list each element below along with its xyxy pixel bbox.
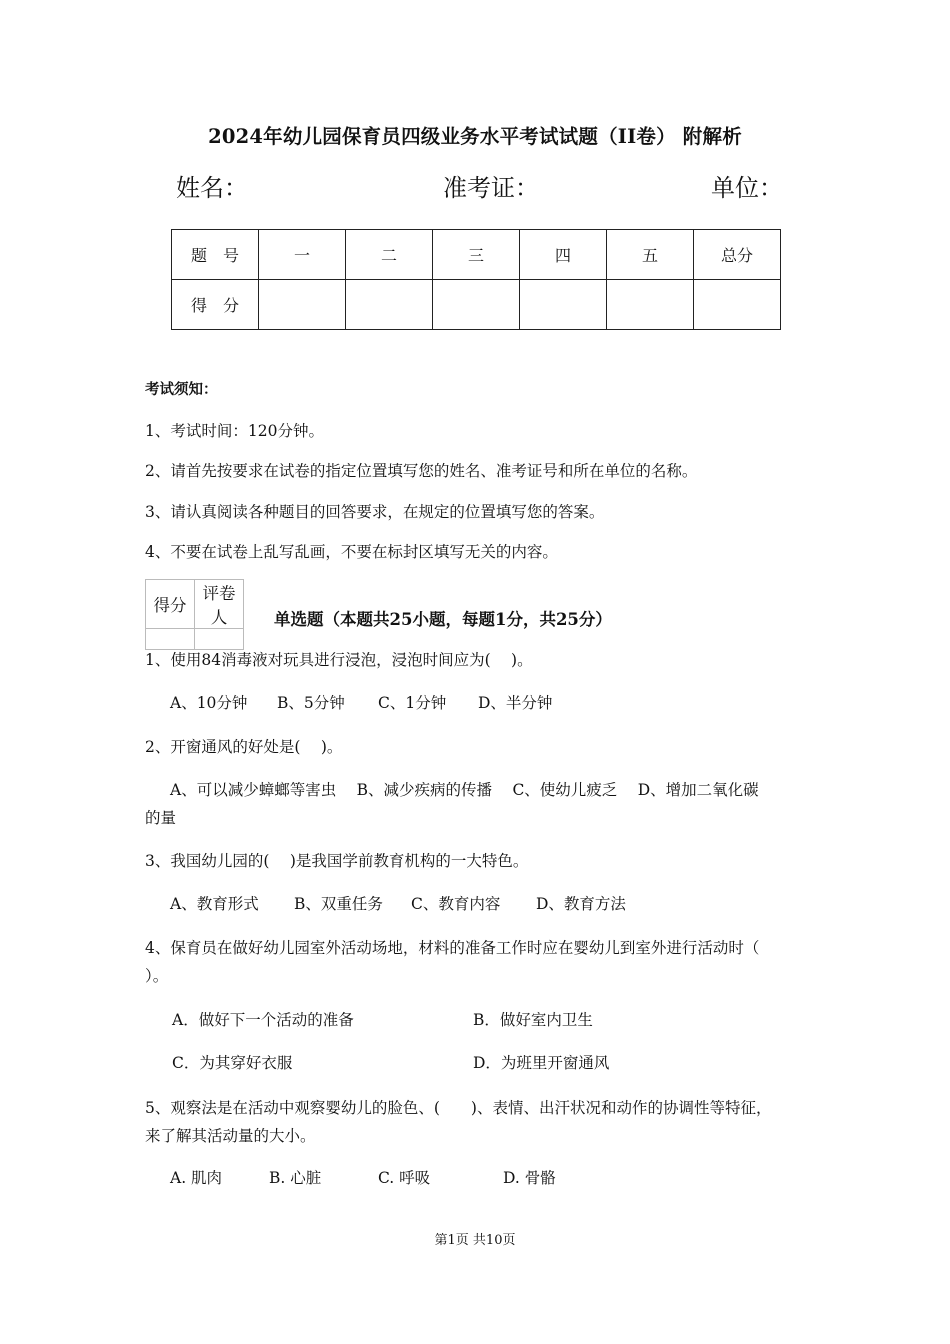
option-d: D、半分钟: [478, 694, 553, 712]
option-d: D. 骨骼: [503, 1169, 556, 1187]
option-a: A、10分钟: [170, 694, 248, 712]
unit-field-label: 单位：: [711, 174, 783, 202]
notice-item: 4、不要在试卷上乱写乱画，不要在标封区填写无关的内容。: [145, 543, 558, 561]
question-stem-continuation: ）。: [145, 967, 169, 985]
option-b: B、双重任务: [294, 895, 383, 913]
score-header-cell: 四: [520, 230, 607, 280]
score-table: [171, 229, 781, 330]
option-b: B．做好室内卫生: [473, 1011, 593, 1029]
option-b: B、5分钟: [277, 694, 345, 712]
option-d: D．为班里开窗通风: [473, 1054, 610, 1072]
option-a: A、教育形式: [170, 895, 259, 913]
question-stem-continuation: 来了解其活动量的大小。: [145, 1127, 316, 1145]
score-header-cell: 一: [259, 230, 346, 280]
option-a: A．做好下一个活动的准备: [172, 1011, 354, 1029]
question-stem: 2、开窗通风的好处是( )。: [145, 738, 343, 756]
question-options-line: A、可以减少蟑螂等害虫 B、减少疾病的传播 C、使幼儿疲乏 D、增加二氧化碳: [170, 781, 759, 799]
grader-score-label: 得分: [146, 580, 195, 629]
question-options-continuation: 的量: [145, 809, 177, 827]
notice-item: 3、请认真阅读各种题目的回答要求，在规定的位置填写您的答案。: [145, 503, 605, 521]
grader-table: [145, 579, 244, 650]
score-header-cell: 题 号: [172, 230, 259, 280]
score-cell[interactable]: [433, 280, 520, 330]
exam-id-field-label: 准考证：: [443, 174, 539, 202]
notice-item: 2、请首先按要求在试卷的指定位置填写您的姓名、准考证号和所在单位的名称。: [145, 462, 698, 480]
question-stem: 4、保育员在做好幼儿园室外活动场地，材料的准备工作时应在婴幼儿到室外进行活动时（: [145, 939, 760, 957]
score-header-cell: 总分: [694, 230, 781, 280]
score-header-cell: 五: [607, 230, 694, 280]
option-d: D、教育方法: [536, 895, 626, 913]
question-stem: 3、我国幼儿园的( )是我国学前教育机构的一大特色。: [145, 852, 529, 870]
question-stem: 1、使用84消毒液对玩具进行浸泡，浸泡时间应为( )。: [145, 651, 533, 669]
notice-item: 1、考试时间：120分钟。: [145, 422, 324, 440]
option-c: C、1分钟: [378, 694, 447, 712]
page-footer: 第1页 共10页: [434, 1233, 516, 1248]
option-b: B. 心脏: [269, 1169, 322, 1187]
score-header-cell: 二: [346, 230, 433, 280]
score-header-cell: 三: [433, 230, 520, 280]
option-a: A. 肌肉: [170, 1169, 223, 1187]
section-title: 单选题（本题共25小题，每题1分，共25分）: [274, 610, 612, 629]
score-table-score-row: [172, 280, 781, 330]
option-c: C．为其穿好衣服: [172, 1054, 293, 1072]
option-c: C. 呼吸: [378, 1169, 431, 1187]
score-table-header-row: [172, 230, 781, 280]
score-cell[interactable]: [694, 280, 781, 330]
grader-name-cell[interactable]: [195, 629, 244, 650]
grader-name-label: 评卷人: [195, 580, 244, 629]
option-c: C、教育内容: [411, 895, 501, 913]
question-stem: 5、观察法是在活动中观察婴幼儿的脸色、( )、表情、出汗状况和动作的协调性等特征，: [145, 1099, 772, 1117]
score-cell[interactable]: [607, 280, 694, 330]
score-cell[interactable]: [259, 280, 346, 330]
name-field-label: 姓名：: [176, 174, 248, 202]
grader-score-cell[interactable]: [146, 629, 195, 650]
score-cell[interactable]: [346, 280, 433, 330]
notice-heading: 考试须知：: [145, 381, 218, 398]
score-row-label: 得 分: [172, 280, 259, 330]
score-cell[interactable]: [520, 280, 607, 330]
document-title: 2024年幼儿园保育员四级业务水平考试试题（II卷） 附解析: [208, 125, 742, 148]
